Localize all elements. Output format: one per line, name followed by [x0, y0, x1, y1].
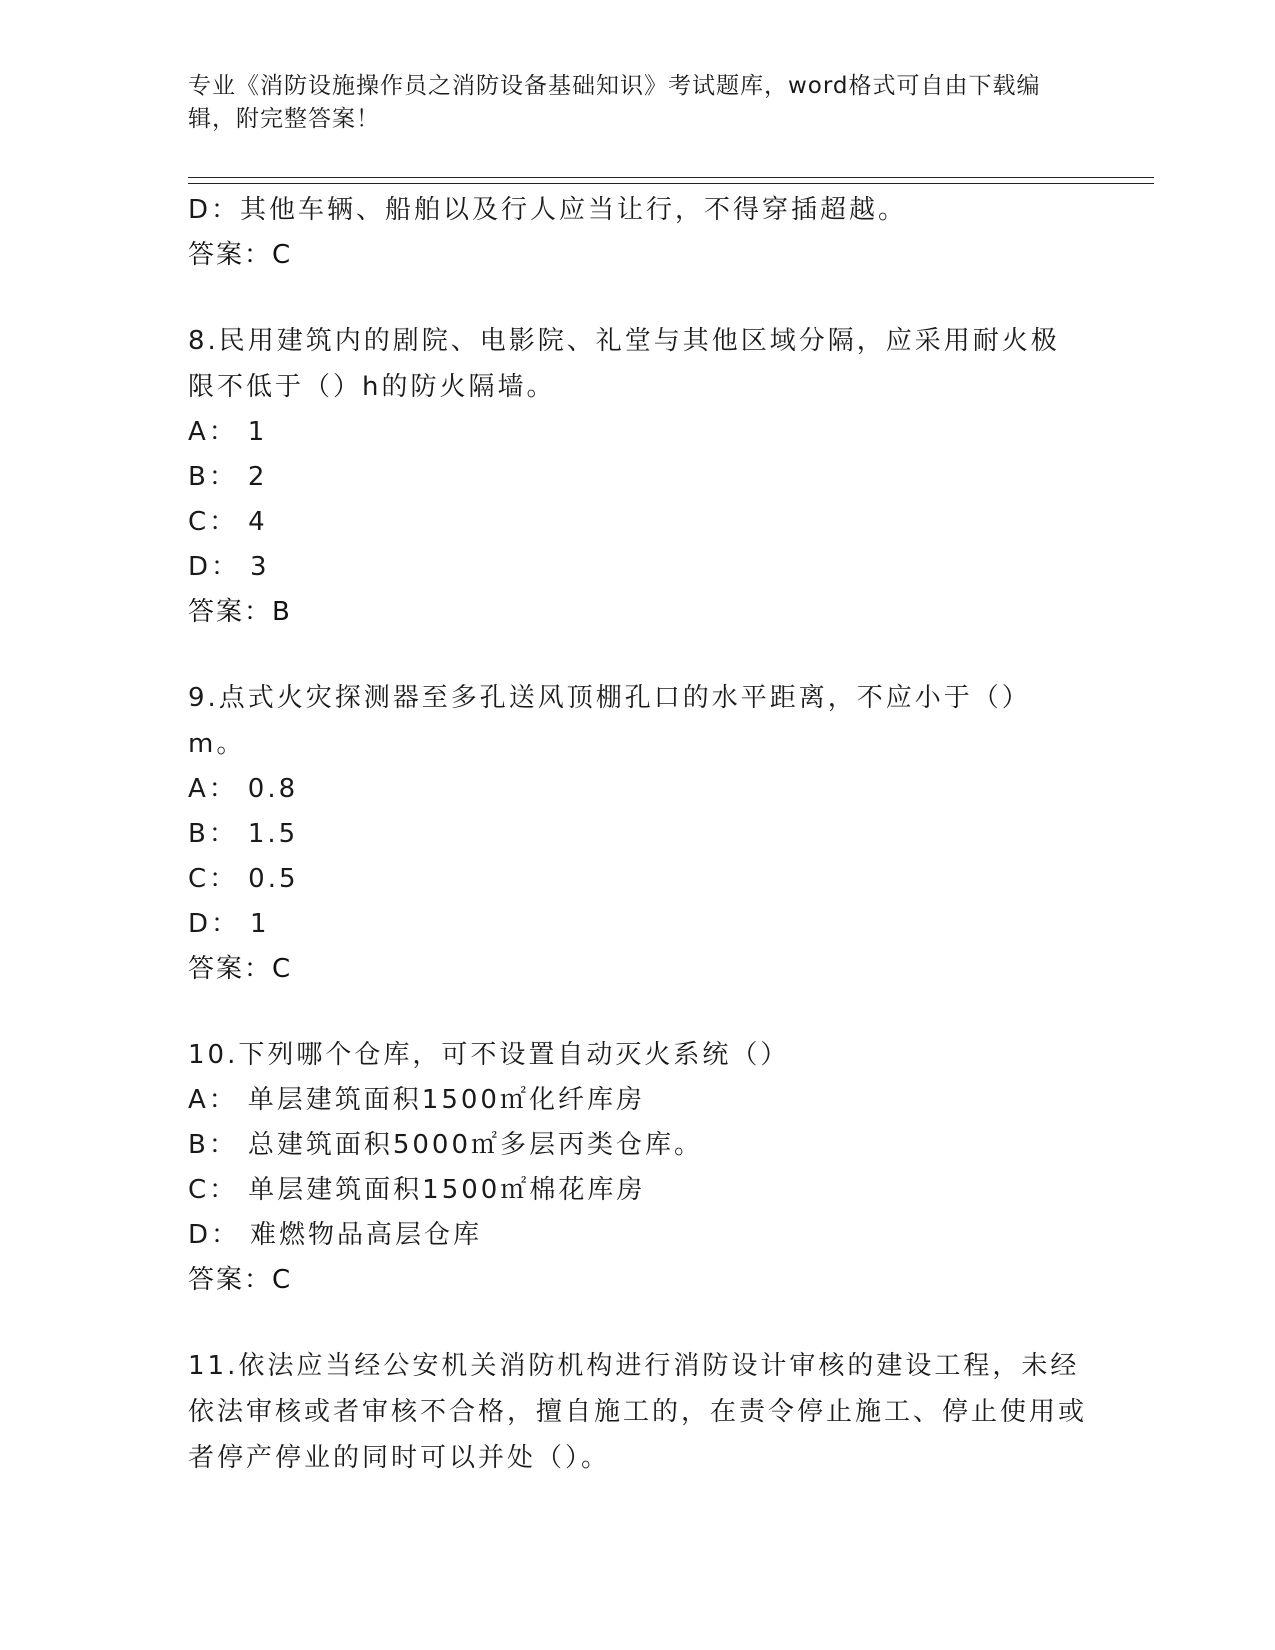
previous-question-fragment: [188, 188, 1088, 278]
question-text: 9.点式火灾探测器至多孔送风顶棚孔口的水平距离，不应小于（）m。: [188, 683, 1031, 759]
option-label: D：: [188, 909, 241, 939]
answer-line: 答案：C: [188, 1265, 293, 1295]
option-b: [188, 1123, 1088, 1168]
answer-line: 答案：C: [188, 954, 293, 984]
header-divider-bottom: [188, 183, 1154, 184]
option-label: A：: [188, 417, 238, 447]
question-text: 11.依法应当经公安机关消防机构进行消防设计审核的建设工程，未经依法审核或者审核不合格，擅自施工的，在责令停止施工、停止使用或者停产停业的同时可以并处（）。: [188, 1351, 1088, 1473]
option-label: B：: [188, 1130, 238, 1160]
option-b: [188, 812, 1088, 857]
question-10: [188, 1032, 1088, 1303]
option-label: D：: [188, 1220, 241, 1250]
option-c: [188, 857, 1088, 902]
option-label: C：: [188, 1175, 239, 1205]
option-text: 难燃物品高层仓库: [250, 1220, 483, 1250]
question-list: [188, 188, 1088, 1481]
option-label: A：: [188, 774, 238, 804]
option-d: D：其他车辆、船舶以及行人应当让行，不得穿插超越。: [188, 195, 908, 225]
question-9: [188, 675, 1088, 992]
option-a: [188, 1078, 1088, 1123]
option-text: 1.5: [247, 819, 299, 849]
option-text: 0.5: [248, 864, 299, 894]
option-d: [188, 545, 1088, 590]
option-text: 3: [250, 552, 270, 582]
question-text: 8.民用建筑内的剧院、电影院、礼堂与其他区域分隔，应采用耐火极限不低于（）h的防火隔墙。: [188, 326, 1060, 402]
option-label: A：: [188, 1085, 238, 1115]
option-a: [188, 410, 1088, 455]
option-text: 1: [247, 417, 268, 447]
option-label: D：: [188, 552, 241, 582]
answer-line: 答案：C: [188, 240, 293, 270]
option-label: B：: [188, 462, 238, 492]
option-text: 0.8: [247, 774, 299, 804]
option-label: C：: [188, 507, 239, 537]
option-text: 单层建筑面积1500㎡棉花库房: [248, 1175, 646, 1205]
option-d: [188, 902, 1088, 947]
option-text: 1: [250, 909, 270, 939]
option-d: [188, 1213, 1088, 1258]
option-label: C：: [188, 864, 239, 894]
option-c: [188, 500, 1088, 545]
option-text: 单层建筑面积1500㎡化纤库房: [247, 1085, 645, 1115]
question-11: [188, 1343, 1088, 1481]
header-divider-top: [188, 177, 1154, 178]
option-label: B：: [188, 819, 238, 849]
option-c: [188, 1168, 1088, 1213]
option-a: [188, 767, 1088, 812]
option-b: [188, 455, 1088, 500]
option-text: 总建筑面积5000㎡多层丙类仓库。: [247, 1130, 704, 1160]
option-text: 2: [247, 462, 268, 492]
question-8: [188, 318, 1088, 635]
question-text: 10.下列哪个仓库，可不设置自动灭火系统（）: [188, 1040, 790, 1070]
option-text: 4: [248, 507, 268, 537]
answer-line: 答案：B: [188, 597, 292, 627]
page-header: 专业《消防设施操作员之消防设备基础知识》考试题库，word格式可自由下载编辑，附完整答案！: [188, 73, 1041, 132]
